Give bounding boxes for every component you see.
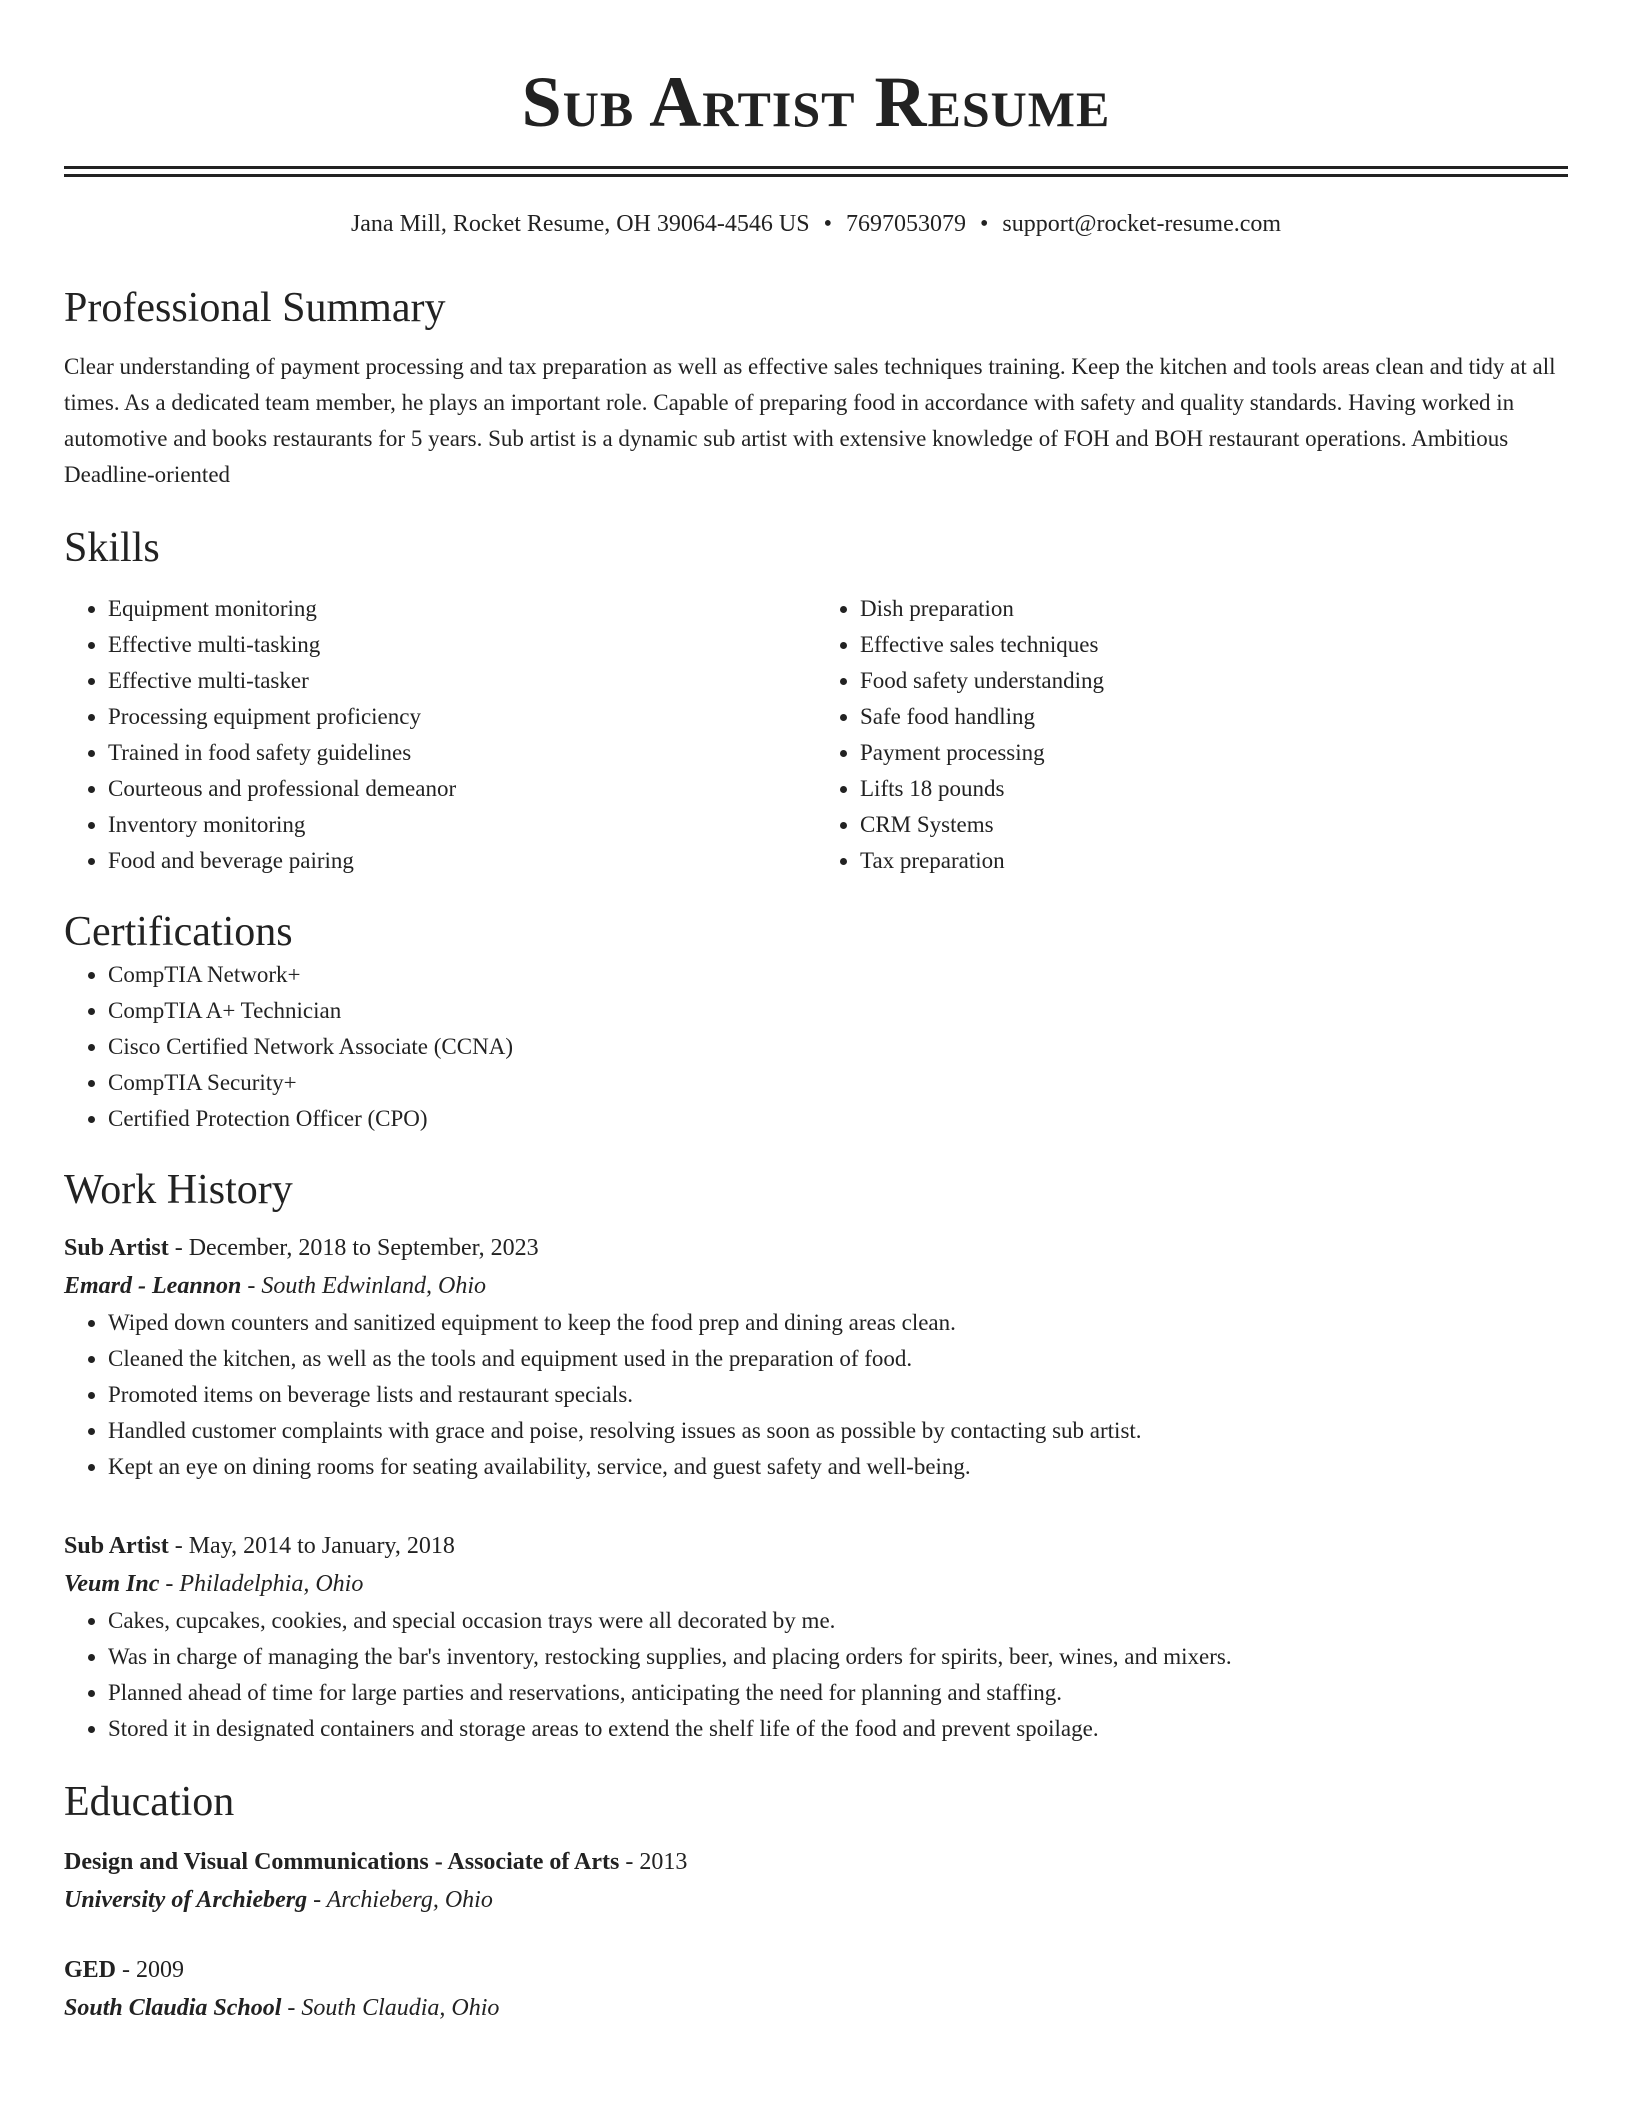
job-company: Emard - Leannon xyxy=(64,1273,242,1299)
title-divider xyxy=(64,166,1568,177)
job-duty: • Kept an eye on dining rooms for seating availability, service, and guest safety and well-being. xyxy=(108,1449,1568,1485)
certification-item: • CompTIA A+ Technician xyxy=(108,993,1568,1029)
skills-list-left xyxy=(64,591,816,879)
job-duty: • Planned ahead of time for large parties and reservations, anticipating the need for planning and staffing. xyxy=(108,1675,1568,1711)
skill-item: • Food and beverage pairing xyxy=(108,843,816,879)
job-dates: - May, 2014 to January, 2018 xyxy=(168,1533,455,1559)
education-school: University of Archieberg xyxy=(64,1887,308,1913)
education-degree: GED xyxy=(64,1957,117,1983)
summary-heading: Professional Summary xyxy=(64,285,446,331)
education-year: - 2009 xyxy=(116,1957,185,1983)
job-location: - Philadelphia, Ohio xyxy=(159,1571,364,1597)
education-location: - South Claudia, Ohio xyxy=(281,1995,500,2021)
certification-item: • CompTIA Security+ xyxy=(108,1065,1568,1101)
job-duty: • Cakes, cupcakes, cookies, and special occasion trays were all decorated by me. xyxy=(108,1603,1568,1639)
job-employer xyxy=(64,1267,1568,1305)
education-header xyxy=(64,1843,1568,1881)
job-dates: - December, 2018 to September, 2023 xyxy=(168,1235,539,1261)
job-company: Veum Inc xyxy=(64,1571,160,1597)
job-entry xyxy=(64,1527,1568,1747)
education-location: - Archieberg, Ohio xyxy=(307,1887,493,1913)
certification-item: • Certified Protection Officer (CPO) xyxy=(108,1101,1568,1137)
skill-item: • Safe food handling xyxy=(860,699,1568,735)
job-duties-list xyxy=(64,1305,1568,1485)
certifications-heading: Certifications xyxy=(64,909,293,955)
job-location: - South Edwinland, Ohio xyxy=(241,1273,487,1299)
skill-item: • Tax preparation xyxy=(860,843,1568,879)
resume-title: Sub Artist Resume xyxy=(521,62,1111,142)
education-header xyxy=(64,1951,1568,1989)
contact-line xyxy=(64,209,1568,239)
education-entry xyxy=(64,1843,1568,1919)
job-entry xyxy=(64,1229,1568,1485)
certification-item: • Cisco Certified Network Associate (CCNA) xyxy=(108,1029,1568,1065)
job-duty: • Wiped down counters and sanitized equipment to keep the food prep and dining areas clean. xyxy=(108,1305,1568,1341)
contact-separator: • xyxy=(979,211,989,237)
education-degree: Design and Visual Communications - Associate of Arts xyxy=(64,1849,620,1875)
skills-columns xyxy=(64,591,1568,879)
work-history-heading: Work History xyxy=(64,1167,293,1213)
job-title: Sub Artist xyxy=(64,1235,169,1261)
job-duty: • Was in charge of managing the bar's inventory, restocking supplies, and placing orders for spirits, beer, wines, and mixers. xyxy=(108,1639,1568,1675)
skill-item: • Effective sales techniques xyxy=(860,627,1568,663)
skill-item: • Payment processing xyxy=(860,735,1568,771)
job-header xyxy=(64,1229,1568,1267)
skill-item: • Processing equipment proficiency xyxy=(108,699,816,735)
skill-item: • Effective multi-tasker xyxy=(108,663,816,699)
skills-heading: Skills xyxy=(64,525,160,571)
skill-item: • Inventory monitoring xyxy=(108,807,816,843)
education-institution xyxy=(64,1881,1568,1919)
skill-item: • Dish preparation xyxy=(860,591,1568,627)
skill-item: • Lifts 18 pounds xyxy=(860,771,1568,807)
job-duty: • Cleaned the kitchen, as well as the tools and equipment used in the preparation of food. xyxy=(108,1341,1568,1377)
job-duties-list xyxy=(64,1603,1568,1747)
skill-item: • Effective multi-tasking xyxy=(108,627,816,663)
certifications-list xyxy=(64,957,1568,1137)
education-entry xyxy=(64,1951,1568,2027)
job-duty: • Handled customer complaints with grace and poise, resolving issues as soon as possible by contacting sub artist. xyxy=(108,1413,1568,1449)
contact-separator: • xyxy=(823,211,832,237)
job-employer xyxy=(64,1565,1568,1603)
skill-item: • Trained in food safety guidelines xyxy=(108,735,816,771)
contact-phone: 7697053079 xyxy=(845,211,966,237)
contact-address: Jana Mill, Rocket Resume, OH 39064-4546 US xyxy=(350,211,810,237)
education-heading: Education xyxy=(64,1779,235,1825)
skill-item: • Courteous and professional demeanor xyxy=(108,771,816,807)
job-duty: • Promoted items on beverage lists and restaurant specials. xyxy=(108,1377,1568,1413)
contact-email: support@rocket-resume.com xyxy=(1002,211,1282,237)
skill-item: • Food safety understanding xyxy=(860,663,1568,699)
certification-item: • CompTIA Network+ xyxy=(108,957,1568,993)
job-title: Sub Artist xyxy=(64,1533,169,1559)
summary-text: Clear understanding of payment processing and tax preparation as well as effective sales techniques training. Keep the kitchen and tools areas clean and tidy at all times. As a dedicated team member, he plays an important role. Capable of preparing food in accordance with safety and quality standards. Having worked in automotive and books restaurants for 5 years. Sub artist is a dynamic sub artist with extensive knowledge of FOH and BOH restaurant operations. Ambitious Deadline-oriented xyxy=(64,354,1556,487)
education-year: - 2013 xyxy=(619,1849,688,1875)
education-school: South Claudia School xyxy=(64,1995,282,2021)
skill-item: • Equipment monitoring xyxy=(108,591,816,627)
skills-list-right xyxy=(816,591,1568,879)
job-header xyxy=(64,1527,1568,1565)
skill-item: • CRM Systems xyxy=(860,807,1568,843)
job-duty: • Stored it in designated containers and storage areas to extend the shelf life of the food and prevent spoilage. xyxy=(108,1711,1568,1747)
education-institution xyxy=(64,1989,1568,2027)
